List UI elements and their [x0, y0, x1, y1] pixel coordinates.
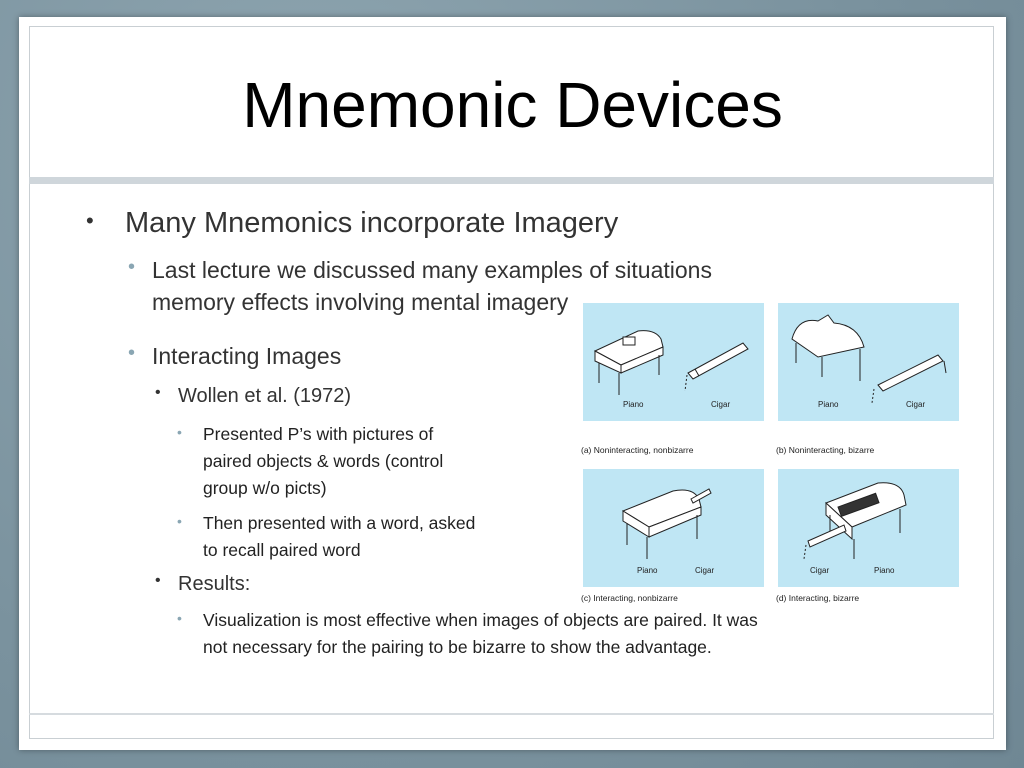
panel-b-right-label: Cigar	[906, 400, 926, 409]
title-divider	[29, 177, 994, 184]
panel-b-left-label: Piano	[818, 400, 839, 409]
bullet-dot: •	[177, 610, 182, 626]
bullet-last-lecture-line2: memory effects involving mental imagery	[152, 289, 569, 315]
bullet-dot: •	[86, 208, 94, 233]
panel-c-caption: (c) Interacting, nonbizarre	[581, 593, 678, 603]
bullet-visualization-line1: Visualization is most effective when images of objects are paired. It was	[203, 610, 758, 630]
bullet-then-presented-line2: to recall paired word	[203, 540, 361, 560]
panel-d-right-label: Piano	[874, 566, 895, 575]
bullet-visualization-line2: not necessary for the pairing to be bizarre to show the advantage.	[203, 637, 712, 657]
panel-c-image	[583, 469, 764, 587]
panel-a-right-label: Cigar	[711, 400, 731, 409]
panel-d-image	[778, 469, 959, 587]
slide-title: Mnemonic Devices	[242, 69, 783, 141]
bullet-dot: •	[155, 572, 161, 589]
bullet-wollen: Wollen et al. (1972)	[178, 385, 352, 407]
bullet-results: Results:	[178, 573, 251, 595]
bullet-last-lecture-line1: Last lecture we discussed many examples of situations	[152, 257, 712, 283]
panel-b-image	[778, 303, 959, 421]
bullet-dot: •	[177, 513, 182, 529]
panel-d-left-label: Cigar	[810, 566, 830, 575]
wollen-figure	[581, 303, 959, 603]
bullet-dot: •	[128, 342, 136, 364]
panel-a-image	[583, 303, 764, 421]
bullet-many-mnemonics: Many Mnemonics incorporate Imagery	[125, 207, 619, 239]
panel-c-right-label: Cigar	[695, 566, 715, 575]
slide	[19, 17, 1006, 750]
bullet-presented-line2: paired objects & words (control	[203, 451, 444, 471]
footer-divider	[29, 713, 994, 715]
panel-a-left-label: Piano	[623, 400, 644, 409]
panel-a-caption: (a) Noninteracting, nonbizarre	[581, 445, 694, 455]
bullet-dot: •	[155, 384, 161, 401]
panel-c-left-label: Piano	[637, 566, 658, 575]
bullet-dot: •	[177, 424, 182, 440]
panel-b-caption: (b) Noninteracting, bizarre	[776, 445, 875, 455]
panel-d-caption: (d) Interacting, bizarre	[776, 593, 860, 603]
bullet-then-presented-line1: Then presented with a word, asked	[203, 513, 476, 533]
bullet-dot: •	[128, 256, 136, 278]
bullet-presented-line1: Presented P’s with pictures of	[203, 424, 434, 444]
bullet-interacting-images: Interacting Images	[152, 343, 342, 369]
bullet-presented-line3: group w/o picts)	[203, 478, 327, 498]
